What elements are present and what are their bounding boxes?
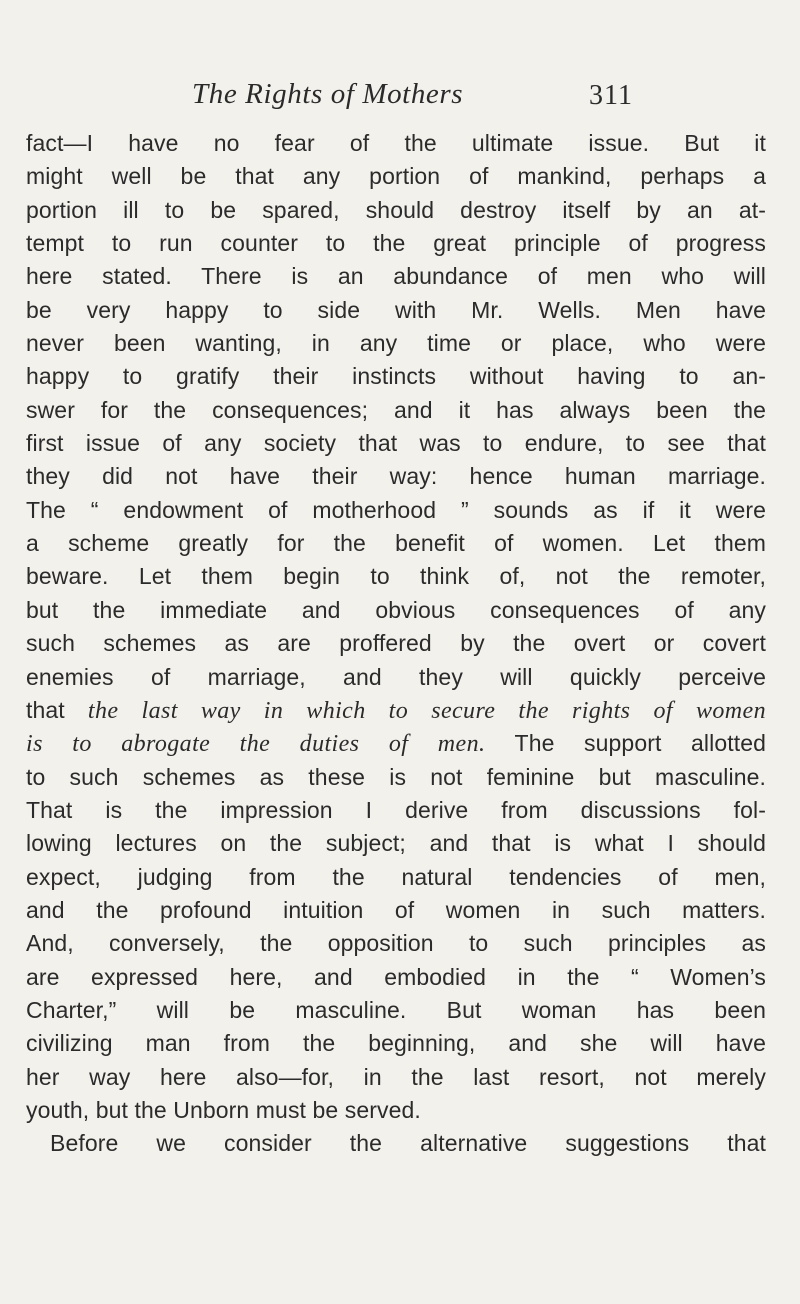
running-head [0, 78, 800, 118]
text-line: enemies of marriage, and they will quickly perceive [26, 663, 766, 690]
text-line: expect, judging from the natural tendencies of men, [26, 863, 766, 890]
text-line: portion ill to be spared, should destroy itself by an at- [26, 196, 766, 223]
text-line-with-italic [26, 727, 766, 760]
text-line: they did not have their way: hence human marriage. [26, 463, 766, 490]
text-line: lowing lectures on the subject; and that is what I should [26, 830, 766, 857]
text-line: here stated. There is an abundance of men who will [26, 263, 766, 290]
text-line: never been wanting, in any time or place, who were [26, 330, 766, 357]
line-text: that [26, 696, 88, 723]
text-line: are expressed here, and embodied in the “ Women’s [26, 963, 766, 990]
body-text [26, 127, 766, 1161]
text-line: might well be that any portion of mankind, perhaps a [26, 163, 766, 190]
text-line: be very happy to side with Mr. Wells. Men have [26, 296, 766, 323]
text-line: Charter,” will be masculine. But woman has been [26, 996, 766, 1023]
text-line: a scheme greatly for the benefit of women. Let them [26, 530, 766, 557]
text-line: That is the impression I derive from discussions fol- [26, 796, 766, 823]
text-line: happy to gratify their instincts without having to an- [26, 363, 766, 390]
line-text: The support allotted [485, 730, 766, 757]
italic-phrase: the last way in which to secure the rights of women [87, 697, 766, 724]
paragraph-start-line: Before we consider the alternative suggestions that [50, 1130, 766, 1157]
text-line-with-italic [26, 694, 766, 727]
text-line: The “ endowment of motherhood ” sounds as if it were [26, 496, 766, 523]
text-line: swer for the consequences; and it has always been the [26, 396, 766, 423]
text-line: and the profound intuition of women in such matters. [26, 896, 766, 923]
text-line: And, conversely, the opposition to such principles as [26, 930, 766, 957]
text-line: but the immediate and obvious consequences of any [26, 596, 766, 623]
page-number: 311 [589, 80, 633, 111]
text-line: beware. Let them begin to think of, not the remoter, [26, 563, 766, 590]
paragraph-end-line: youth, but the Unborn must be served. [26, 1096, 421, 1123]
running-title: The Rights of Mothers [192, 78, 464, 110]
italic-phrase: is to abrogate the duties of men. [26, 731, 486, 758]
text-line: civilizing man from the beginning, and she will have [26, 1030, 766, 1057]
text-line: her way here also—for, in the last resort, not merely [26, 1063, 766, 1090]
text-line: first issue of any society that was to endure, to see that [26, 430, 766, 457]
text-line: tempt to run counter to the great principle of progress [26, 230, 766, 257]
text-line: fact—I have no fear of the ultimate issue. But it [26, 130, 766, 156]
text-line: to such schemes as these is not feminine but masculine. [26, 763, 766, 790]
text-line: such schemes as are proffered by the overt or covert [26, 630, 766, 657]
